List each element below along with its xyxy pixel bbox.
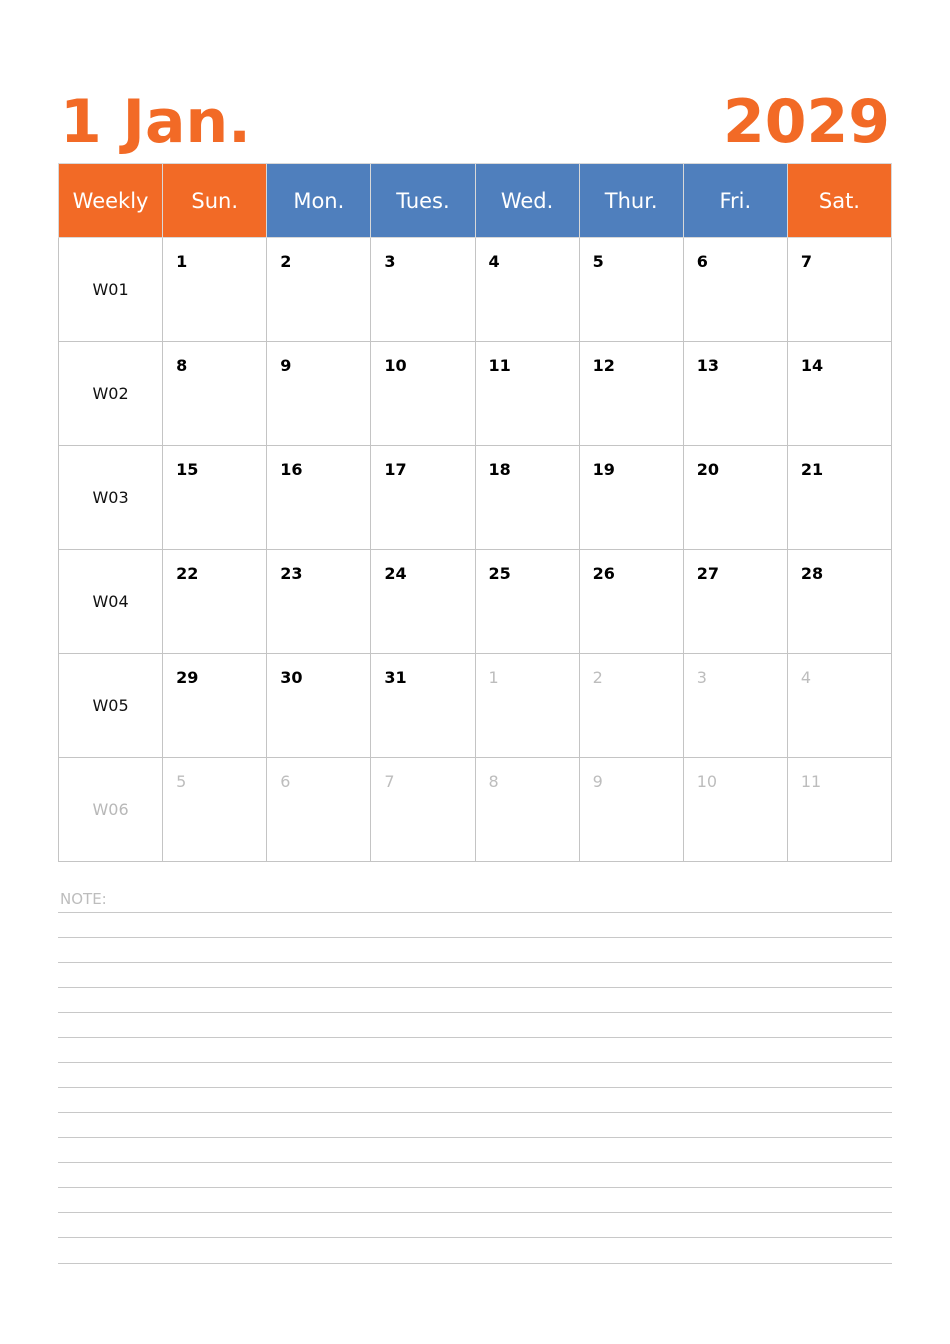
week-label: W03 [59, 446, 163, 550]
header-sat: Sat. [787, 164, 891, 238]
day-number: 3 [696, 668, 707, 687]
day-number: 9 [592, 772, 603, 791]
day-cell[interactable] [683, 446, 787, 550]
week-row [59, 342, 892, 446]
note-label: NOTE: [60, 890, 107, 908]
day-cell[interactable] [267, 342, 371, 446]
note-line [58, 1037, 892, 1038]
day-cell[interactable] [787, 446, 891, 550]
day-number: 30 [280, 668, 303, 687]
day-cell[interactable] [267, 446, 371, 550]
day-number: 2 [592, 668, 603, 687]
day-cell[interactable] [163, 550, 267, 654]
day-number: 5 [592, 252, 604, 271]
day-cell[interactable] [683, 238, 787, 342]
day-cell[interactable] [267, 654, 371, 758]
day-cell[interactable] [579, 342, 683, 446]
header-tue: Tues. [371, 164, 475, 238]
day-cell[interactable] [163, 238, 267, 342]
note-line [58, 1012, 892, 1013]
day-number: 25 [488, 564, 511, 583]
day-number: 4 [800, 668, 812, 687]
day-number: 21 [800, 460, 824, 479]
day-cell[interactable] [371, 342, 475, 446]
week-label: W06 [59, 758, 163, 862]
day-number: 8 [176, 356, 188, 375]
note-line [58, 987, 892, 988]
week-row [59, 238, 892, 342]
day-cell[interactable] [683, 550, 787, 654]
day-cell[interactable] [475, 342, 579, 446]
year-title: 2029 [723, 87, 890, 157]
day-cell[interactable] [371, 238, 475, 342]
day-number: 27 [696, 564, 720, 583]
week-label: W04 [59, 550, 163, 654]
week-row [59, 446, 892, 550]
day-number: 6 [280, 772, 291, 791]
day-cell[interactable] [475, 238, 579, 342]
day-number: 3 [384, 252, 396, 271]
calendar-grid [58, 163, 892, 862]
day-number: 31 [384, 668, 407, 687]
day-cell[interactable] [267, 758, 371, 862]
day-cell[interactable] [787, 550, 891, 654]
day-cell[interactable] [579, 446, 683, 550]
day-number: 6 [696, 252, 708, 271]
day-cell[interactable] [579, 550, 683, 654]
day-number: 8 [488, 772, 499, 791]
header-weekly: Weekly [59, 164, 163, 238]
day-cell[interactable] [163, 758, 267, 862]
day-number: 14 [800, 356, 824, 375]
day-number: 4 [488, 252, 500, 271]
header-mon: Mon. [267, 164, 371, 238]
note-line [58, 1062, 892, 1063]
header-thu: Thur. [579, 164, 683, 238]
header-wed: Wed. [475, 164, 579, 238]
day-cell[interactable] [579, 654, 683, 758]
weekday-header-row [59, 164, 892, 238]
day-number: 23 [280, 564, 303, 583]
note-line [58, 1112, 892, 1113]
week-label: W02 [59, 342, 163, 446]
day-cell[interactable] [475, 654, 579, 758]
month-title: 1 Jan. [60, 87, 251, 157]
day-number: 1 [176, 252, 188, 271]
day-cell[interactable] [267, 550, 371, 654]
day-cell[interactable] [371, 654, 475, 758]
day-number: 18 [488, 460, 511, 479]
day-cell[interactable] [371, 758, 475, 862]
day-number: 24 [384, 564, 407, 583]
day-cell[interactable] [163, 446, 267, 550]
day-cell[interactable] [163, 342, 267, 446]
day-number: 11 [800, 772, 822, 791]
day-cell[interactable] [683, 758, 787, 862]
day-number: 10 [384, 356, 407, 375]
day-cell[interactable] [683, 654, 787, 758]
week-row [59, 550, 892, 654]
note-line [58, 1212, 892, 1213]
week-row [59, 758, 892, 862]
day-number: 2 [280, 252, 292, 271]
day-number: 13 [696, 356, 720, 375]
day-cell[interactable] [163, 654, 267, 758]
note-line [58, 1162, 892, 1163]
day-number: 9 [280, 356, 292, 375]
day-number: 10 [696, 772, 718, 791]
header-sun: Sun. [163, 164, 267, 238]
day-number: 17 [384, 460, 407, 479]
day-cell[interactable] [267, 238, 371, 342]
day-number: 28 [800, 564, 824, 583]
week-label: W05 [59, 654, 163, 758]
day-number: 20 [696, 460, 720, 479]
day-number: 22 [176, 564, 199, 583]
day-cell[interactable] [579, 758, 683, 862]
day-number: 15 [176, 460, 199, 479]
day-number: 12 [592, 356, 615, 375]
day-cell[interactable] [475, 446, 579, 550]
note-line [58, 937, 892, 938]
day-cell[interactable] [787, 342, 891, 446]
day-cell[interactable] [475, 758, 579, 862]
note-line [58, 1263, 892, 1264]
note-line [58, 1187, 892, 1188]
day-number: 26 [592, 564, 615, 583]
day-cell[interactable] [579, 238, 683, 342]
day-cell[interactable] [371, 446, 475, 550]
day-number: 7 [800, 252, 813, 271]
note-line [58, 912, 892, 913]
day-cell[interactable] [475, 550, 579, 654]
day-cell[interactable] [787, 654, 891, 758]
day-number: 5 [176, 772, 187, 791]
day-number: 29 [176, 668, 199, 687]
week-label: W01 [59, 238, 163, 342]
day-cell[interactable] [371, 550, 475, 654]
header-fri: Fri. [683, 164, 787, 238]
note-line [58, 1137, 892, 1138]
note-line [58, 962, 892, 963]
day-number: 16 [280, 460, 303, 479]
day-cell[interactable] [787, 758, 891, 862]
week-row [59, 654, 892, 758]
note-line [58, 1237, 892, 1238]
day-cell[interactable] [683, 342, 787, 446]
day-number: 19 [592, 460, 615, 479]
day-cell[interactable] [787, 238, 891, 342]
day-number: 11 [488, 356, 511, 375]
note-line [58, 1087, 892, 1088]
day-number: 1 [488, 668, 499, 687]
day-number: 7 [384, 772, 395, 791]
